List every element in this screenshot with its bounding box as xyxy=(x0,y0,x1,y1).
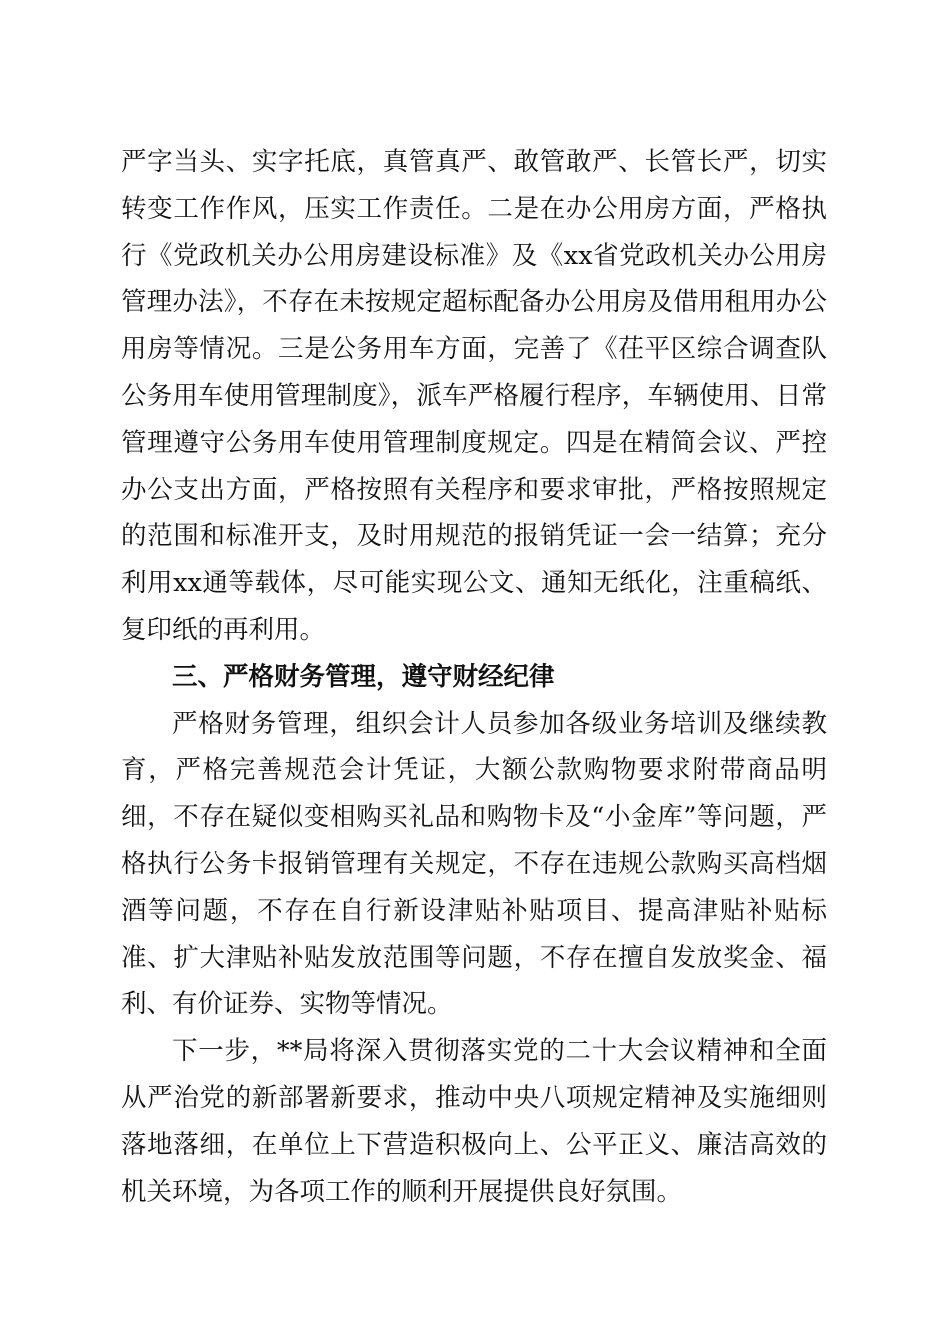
section-heading-financial-management: 三、严格财务管理，遵守财经纪律 xyxy=(172,661,555,692)
document-body xyxy=(121,139,827,1215)
paragraph-next-steps: 下一步，**局将深入贯彻落实党的二十大会议精神和全面从严治党的新部署新要求，推动中央八项规定精神及实施细则落地落细，在单位上下营造积极向上、公平正义、廉洁高效的机关环境，为各项工作的顺利开展提供良好氛围。 xyxy=(121,1036,827,1207)
paragraph-office-housing-vehicles: 严字当头、实字托底，真管真严、敢管敢严、长管长严，切实转变工作作风，压实工作责任。二是在办公用房方面，严格执行《党政机关办公用房建设标准》及《xx省党政机关办公用房管理办法》，不存在未按规定超标配备办公用房及借用租用办公用房等情况。三是公务用车方面，完善了《茌平区综合调查队公务用车使用管理制度》，派车严格履行程序，车辆使用、日常管理遵守公务用车使用管理制度规定。四是在精简会议、严控办公支出方面，严格按照有关程序和要求审批，严格按照规定的范围和标准开支，及时用规范的报销凭证一会一结算；充分利用xx通等载体，尽可能实现公文、通知无纸化，注重稿纸、复印纸的再利用。 xyxy=(121,147,827,645)
paragraph-financial-management: 严格财务管理，组织会计人员参加各级业务培训及继续教育，严格完善规范会计凭证，大额公款购物要求附带商品明细，不存在疑似变相购买礼品和购物卡及“小金库”等问题，严格执行公务卡报销管理有关规定，不存在违规公款购买高档烟酒等问题，不存在自行新设津贴补贴项目、提高津贴补贴标准、扩大津贴补贴发放范围等问题，不存在擅自发放奖金、福利、有价证券、实物等情况。 xyxy=(121,708,827,1020)
